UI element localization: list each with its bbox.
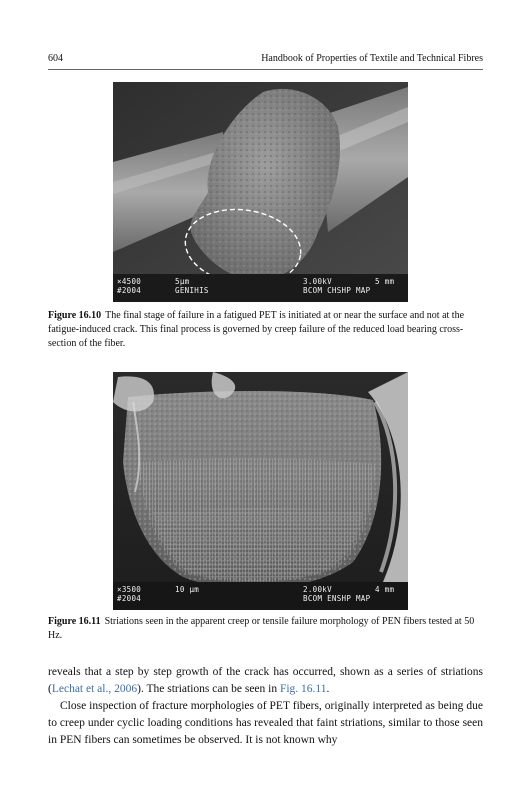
caption-label: Figure 16.10 <box>48 310 102 321</box>
body-text <box>48 664 483 749</box>
running-header <box>48 53 483 70</box>
sem-mode: BCOM CHSHP MAP <box>303 286 371 295</box>
sem-working-distance: 5 mm <box>375 277 395 286</box>
page-number: 604 <box>48 53 63 64</box>
figure-16-11-image <box>113 372 408 610</box>
caption-text: Striations seen in the apparent creep or tensile failure morphology of PEN fibers tested at 50 Hz. <box>48 616 475 641</box>
sem-id: #2004 <box>117 594 142 603</box>
figure-reference-link[interactable]: Fig. 16.11 <box>279 683 327 695</box>
sem-id: #2004 <box>117 286 142 295</box>
figure-16-10-caption <box>48 309 483 351</box>
running-title: Handbook of Properties of Textile and Technical Fibres <box>261 53 483 64</box>
sem-micrograph-pen <box>113 372 408 610</box>
sem-voltage: 2.00kV <box>303 585 332 594</box>
paragraph-1-end: . <box>326 683 330 695</box>
sem-mode: BCOM ENSHP MAP <box>303 594 371 603</box>
sem-scale: 10 μm <box>175 585 200 594</box>
paragraph-1-text: reveals that a step by step growth of the crack has occurred, shown as a series of striations ( <box>48 666 483 695</box>
sem-micrograph-pet <box>113 82 408 302</box>
sem-voltage: 3.00kV <box>303 277 332 286</box>
paragraph-1 <box>48 664 483 698</box>
sem-operator: GENIHIS <box>175 286 209 295</box>
caption-label: Figure 16.11 <box>48 616 101 627</box>
sem-working-distance: 4 mm <box>375 585 395 594</box>
figure-16-10-image <box>113 82 408 302</box>
citation-link[interactable]: Lechat et al., 2006 <box>51 683 138 695</box>
paragraph-2: Close inspection of fracture morphologies of PET fibers, originally interpreted as being due to creep under cyclic loading conditions has revealed that faint striations, similar to those seen in PEN fibers can sometimes be observed. It is not known why <box>48 700 483 746</box>
figure-16-11-caption <box>48 615 483 643</box>
sem-magnification: ×3500 <box>117 585 142 594</box>
sem-magnification: ×4500 <box>117 277 142 286</box>
paragraph-1-text-2: ). The striations can be seen in <box>137 683 280 695</box>
sem-scale: 5μm <box>175 277 190 286</box>
caption-text: The final stage of failure in a fatigued PET is initiated at or near the surface and not at the fatigue-induced crack. This final process is governed by creep failure of the reduced load bearing cross-section of the fiber. <box>48 310 465 349</box>
